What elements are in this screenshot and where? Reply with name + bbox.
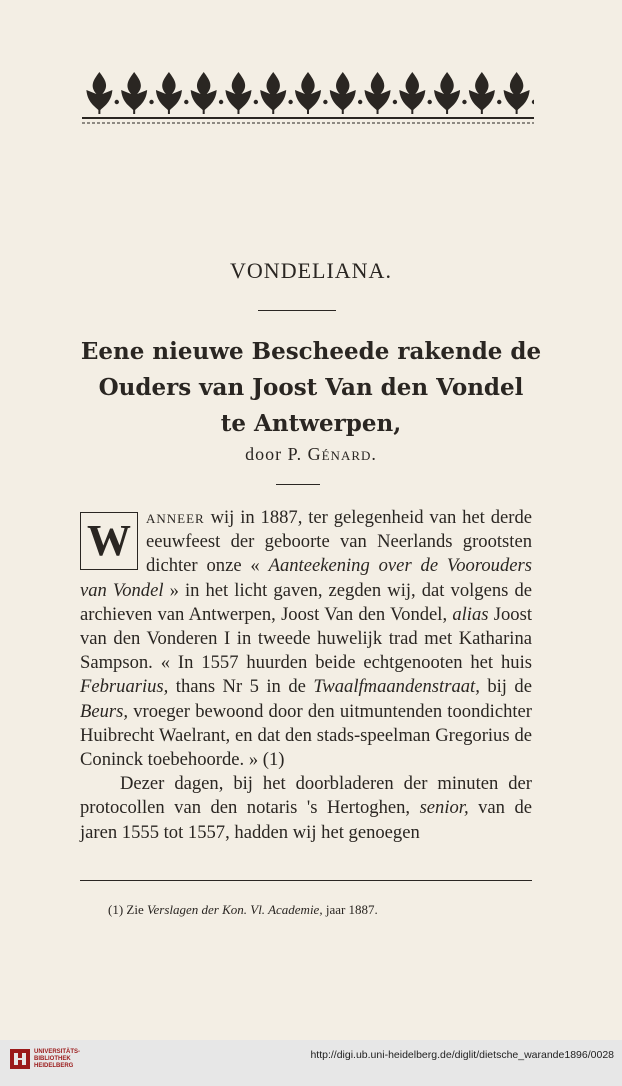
ornament-dot — [532, 100, 534, 104]
ornament-leaf — [504, 72, 530, 114]
subtitle-line-3: te Antwerpen, — [220, 410, 402, 437]
ornament-leaf — [191, 72, 217, 114]
author-name: P. Génard. — [287, 444, 377, 464]
paragraph-1: W anneer wij in 1887, ter gelegenheid van het derde eeuwfeest der geboorte van Neerlands grootsten dichter onze « Aanteekening over de Voorouders van Vondel » in het licht gaven, zegden wij, dat volgens de archieven van Antwerpen, Joost Van den Vondel, alias Joost van den Vonderen I in tweede huwelijk trad met Katharina Sampson. « In 1557 huurden beide echtgenooten het huis Februarius, thans Nr 5 in de Twaalfmaandenstraat, bij de Beurs, vroeger bewoond door den uitmuntenden toondichter Huibrecht Waelrant, en dat den stads-speelman Gregorius de Coninck toebehoorde. » (1) — [80, 507, 532, 771]
author-divider — [276, 484, 320, 485]
subtitle-line-1: Eene nieuwe Bescheede rakende de — [80, 338, 542, 365]
library-logo-icon — [8, 1047, 32, 1071]
ornament-dot — [149, 100, 153, 104]
dropcap-w: W — [80, 512, 138, 570]
ornament-leaf — [260, 72, 286, 114]
ornament-leaf — [434, 72, 460, 114]
author-line — [0, 444, 622, 465]
viewer-footer — [0, 1040, 622, 1086]
body-text — [80, 506, 532, 845]
ornament-leaf — [225, 72, 251, 114]
subtitle-line-2: Ouders van Joost Van den Vondel — [98, 374, 524, 401]
article-title: VONDELIANA. — [230, 258, 392, 283]
ornament-dot — [184, 100, 188, 104]
permalink-url[interactable]: http://digi.ub.uni-heidelberg.de/diglit/dietsche_warande1896/0028 — [310, 1049, 614, 1061]
footnote-divider — [80, 880, 532, 881]
ornament-leaf — [156, 72, 182, 114]
ornament-dot — [497, 100, 501, 104]
title-divider — [258, 310, 336, 311]
ornament-leaf — [295, 72, 321, 114]
ornament-dot — [254, 100, 258, 104]
library-name: UNIVERSITÄTS- BIBLIOTHEK HEIDELBERG — [34, 1049, 81, 1069]
ornament-leaf — [399, 72, 425, 114]
ornament-dot — [219, 100, 223, 104]
ornament-dot — [393, 100, 397, 104]
ornament-dot — [115, 100, 119, 104]
ornamental-header-band — [82, 66, 534, 130]
footnote: (1) Zie Verslagen der Kon. Vl. Academie, jaar 1887. — [108, 902, 378, 917]
ornament-leaf — [330, 72, 356, 114]
ornament-dot — [427, 100, 431, 104]
ornament-leaf — [86, 72, 112, 114]
ornament-dot — [323, 100, 327, 104]
ornament-dot — [462, 100, 466, 104]
ornament-dot — [358, 100, 362, 104]
ornament-leaf — [121, 72, 147, 114]
paragraph-2: Dezer dagen, bij het doorbladeren der minuten der protocollen van den notaris 's Hertoghen, senior, van de jaren 1555 tot 1557, hadden wij het genoegen — [80, 773, 532, 843]
ornament-leaf — [365, 72, 391, 114]
author-prefix: door — [245, 444, 283, 464]
ornament-dot — [288, 100, 292, 104]
ornament-leaf — [469, 72, 495, 114]
